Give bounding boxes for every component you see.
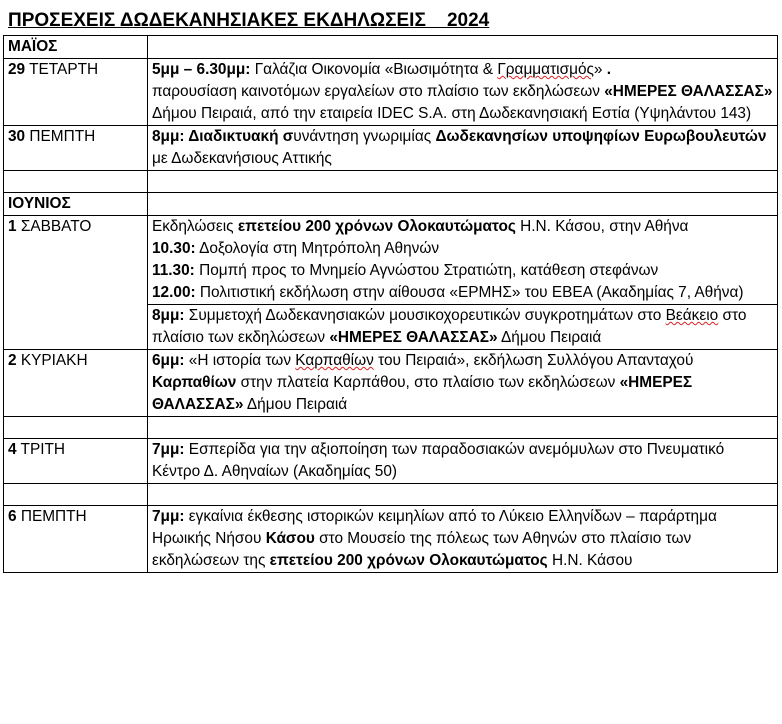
event-text: με Δωδεκανήσιους Αττικής (152, 150, 332, 167)
event-cell (148, 305, 778, 350)
event-text: Γαλάζια Οικονομία «Βιωσιμότητα & (250, 61, 498, 78)
day-cell (4, 126, 148, 171)
empty-cell (148, 417, 778, 439)
event-highlight: «ΗΜΕΡΕΣ ΘΑΛΑΣΣΑΣ» (152, 374, 693, 413)
misspelled-word: Γραμματισμός (497, 61, 594, 78)
event-cell (148, 216, 778, 305)
event-text: στην πλατεία Καρπάθου, στο πλαίσιο των εκδηλώσεων (236, 374, 620, 391)
event-text: Δήμου Πειραιά (243, 396, 348, 413)
event-text: Δήμου Πειραιά, από την εταιρεία IDEC S.A. στη Δωδεκανησιακή Εστία (Υψηλάντου 143) (152, 105, 752, 122)
month-label-june: ΙΟΥΝΙΟΣ (4, 193, 148, 216)
month-row-may (4, 36, 778, 59)
event-text: Πολιτιστική εκδήλωση στην αίθουσα «ΕΡΜΗΣ» του ΕΒΕΑ (Ακαδημίας 7, Αθήνα) (195, 284, 744, 301)
table-row (4, 216, 778, 305)
event-text: Η.Ν. Κάσου, στην Αθήνα (515, 218, 689, 235)
event-text: . (606, 61, 612, 78)
empty-cell (4, 417, 148, 439)
event-text: Συμμετοχή Δωδεκανησιακών μουσικοχορευτικών συγκροτημάτων στο (184, 307, 666, 324)
table-row (4, 439, 778, 484)
day-name: ΚΥΡΙΑΚΗ (16, 352, 88, 369)
events-table (3, 35, 778, 573)
month-label-may: ΜΑΪΟΣ (4, 36, 148, 59)
day-number: 30 (8, 128, 26, 145)
table-row (4, 350, 778, 417)
table-row (4, 59, 778, 126)
event-text: υνάντηση γνωριμίας (293, 128, 436, 145)
empty-cell (148, 171, 778, 193)
day-name: ΠΕΜΠΤΗ (25, 128, 96, 145)
event-time: 12.00: (152, 284, 196, 301)
day-number: 6 (8, 508, 17, 525)
day-cell (4, 350, 148, 417)
month-row-june (4, 193, 778, 216)
event-highlight: Δωδεκανησίων υποψηφίων Ευρωβουλευτών (435, 128, 767, 145)
event-time: 6μμ: (152, 352, 185, 369)
event-text: εγκαίνια έκθεσης ιστορικών κειμηλίων από το Λύκειο Ελληνίδων – παράρτημα Ηρωικής Νήσου (152, 508, 717, 547)
event-time: 8μμ: Διαδικτυακή (152, 128, 279, 145)
day-cell (4, 439, 148, 484)
day-cell (4, 59, 148, 126)
event-cell (148, 506, 778, 573)
day-name: ΤΡΙΤΗ (16, 441, 66, 458)
event-text: του Πειραιά», εκδήλωση Συλλόγου Απανταχού (373, 352, 694, 369)
day-cell (4, 216, 148, 350)
day-number: 2 (8, 352, 17, 369)
event-text: Πομπή προς το Μνημείο Αγνώστου Στρατιώτη, κατάθεση στεφάνων (194, 262, 659, 279)
empty-cell (4, 171, 148, 193)
day-number: 1 (8, 218, 17, 235)
event-time: 11.30: (152, 262, 195, 279)
event-highlight: «ΗΜΕΡΕΣ ΘΑΛΑΣΣΑΣ» (604, 83, 773, 100)
day-name: ΤΕΤΑΡΤΗ (25, 61, 99, 78)
event-time: 10.30: (152, 240, 196, 257)
event-time: 5μμ – 6.30μμ: (152, 61, 251, 78)
table-row (4, 506, 778, 573)
event-time: 7μμ: (152, 508, 185, 525)
day-name: ΠΕΜΠΤΗ (16, 508, 87, 525)
event-text: Δήμου Πειραιά (497, 329, 602, 346)
event-highlight: Καρπαθίων (152, 374, 237, 391)
empty-cell (148, 484, 778, 506)
spacer-row (4, 417, 778, 439)
event-cell (148, 126, 778, 171)
event-highlight: «ΗΜΕΡΕΣ ΘΑΛΑΣΣΑΣ» (329, 329, 498, 346)
day-name: ΣΑΒΒΑΤΟ (16, 218, 92, 235)
event-cell (148, 59, 778, 126)
event-text: Εκδηλώσεις (152, 218, 238, 235)
event-text: Δοξολογία στη Μητρόπολη Αθηνών (195, 240, 440, 257)
misspelled-word: Βεάκειο (665, 307, 719, 324)
page-title: ΠΡΟΣΕΧΕΙΣ ΔΩΔΕΚΑΝΗΣΙΑΚΕΣ ΕΚΔΗΛΩΣΕΙΣ 2024 (8, 10, 490, 31)
day-number: 29 (8, 61, 26, 78)
day-number: 4 (8, 441, 17, 458)
event-text: παρουσίαση καινοτόμων εργαλείων στο πλαίσιο των εκδηλώσεων (152, 83, 605, 100)
spacer-row (4, 484, 778, 506)
event-text: Εσπερίδα για την αξιοποίηση των παραδοσιακών ανεμόμυλων στο Πνευματικό Κέντρο Δ. Αθηναίων (Ακαδημίας 50) (152, 441, 725, 480)
event-text: στο Μουσείο της πόλεως των Αθηνών στο πλαίσιο των εκδηλώσεων της (152, 530, 692, 569)
event-highlight: επετείου 200 χρόνων Ολοκαυτώματος (269, 552, 548, 569)
event-text: «Η ιστορία των (184, 352, 296, 369)
table-row (4, 126, 778, 171)
event-cell (148, 350, 778, 417)
spacer-row (4, 171, 778, 193)
event-text: σ (282, 128, 294, 145)
event-text: Η.Ν. Κάσου (547, 552, 633, 569)
day-cell (4, 506, 148, 573)
month-empty-cell (148, 193, 778, 216)
event-text: στο πλαίσιο των εκδηλώσεων (152, 307, 747, 346)
month-empty-cell (148, 36, 778, 59)
event-text: » (593, 61, 607, 78)
misspelled-word: Καρπαθίων (295, 352, 374, 369)
event-time: 8μμ: (152, 307, 185, 324)
event-cell (148, 439, 778, 484)
empty-cell (4, 484, 148, 506)
event-highlight: Κάσου (265, 530, 315, 547)
event-time: 7μμ: (152, 441, 185, 458)
event-highlight: επετείου 200 χρόνων Ολοκαυτώματος (237, 218, 516, 235)
